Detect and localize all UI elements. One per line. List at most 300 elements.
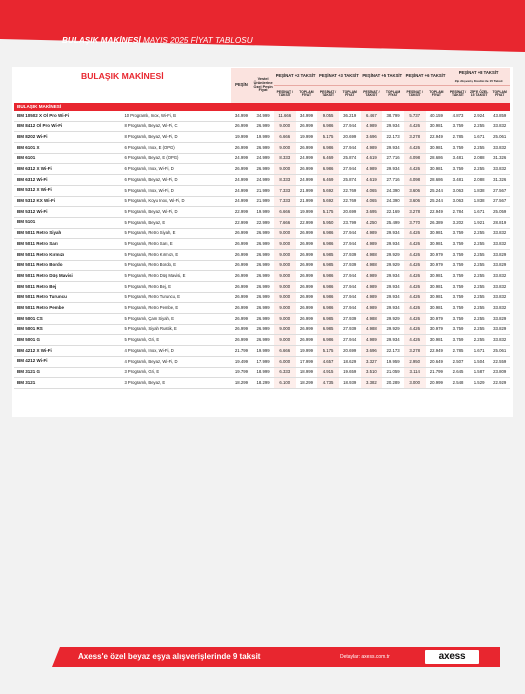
table-row (14, 292, 510, 303)
price-cell: 29.929 (382, 324, 404, 335)
price-cell: 24.390 (382, 185, 404, 196)
price-cell: 30.979 (426, 249, 448, 260)
price-cell: 26.999 (231, 324, 253, 335)
table-row (14, 314, 510, 325)
price-cell: 30.981 (426, 228, 448, 239)
price-cell: 3.000 (404, 378, 426, 389)
price-cell: 26.999 (252, 143, 274, 154)
price-cell: 26.999 (231, 314, 253, 325)
price-cell: 26.999 (252, 292, 274, 303)
price-cell: 26.999 (231, 335, 253, 346)
price-cell: 25.061 (489, 346, 510, 357)
price-cell: 22.999 (231, 217, 253, 228)
page-title: BULAŞIK MAKİNESİ MAYIS 2025 FİYAT TABLOSU (62, 36, 253, 45)
price-cell: 2.255 (469, 324, 490, 335)
price-cell: 2.924 (469, 111, 490, 121)
model-name: BM 5011 Retro Turuncu (14, 292, 123, 303)
price-cell: 38.799 (382, 111, 404, 121)
price-cell: 26.999 (296, 335, 318, 346)
price-cell: 19.999 (296, 346, 318, 357)
model-description: 6 Programlı, Inox, E (OPG) (123, 143, 230, 154)
price-cell: 3.481 (447, 175, 469, 186)
price-cell: 25.244 (426, 185, 448, 196)
price-cell: 30.981 (426, 271, 448, 282)
price-cell: 30.979 (426, 324, 448, 335)
price-cell: 2.255 (469, 292, 490, 303)
model-description: 6 Programlı, Inox, Wi-Fi, D (123, 164, 230, 175)
price-cell: 1.671 (469, 132, 490, 143)
price-cell: 2.645 (447, 367, 469, 378)
sub-total: TOPLAM FİYAT (339, 85, 361, 103)
price-cell: 18.299 (296, 378, 318, 389)
price-cell: 30.981 (426, 164, 448, 175)
price-cell: 26.999 (252, 324, 274, 335)
price-cell: 33.832 (489, 143, 510, 154)
model-name: BM 6101 X (14, 143, 123, 154)
model-description: 4 Programlı, Inox, Wi-Fi, D (123, 346, 230, 357)
price-cell: 2.785 (447, 132, 469, 143)
price-cell: 27.939 (339, 249, 361, 260)
price-cell: 26.999 (252, 271, 274, 282)
price-cell: 4.426 (404, 314, 426, 325)
price-cell: 26.999 (252, 228, 274, 239)
price-cell: 3.114 (404, 367, 426, 378)
price-cell: 22.999 (296, 217, 318, 228)
price-cell: 18.299 (231, 378, 253, 389)
price-cell: 25.874 (339, 175, 361, 186)
sub-installment: PEŞİNAT / TAKSİT (404, 85, 426, 103)
price-cell: 1.838 (469, 185, 490, 196)
price-cell: 20.289 (382, 378, 404, 389)
model-name: BM 4212 X Wi-Fi (14, 346, 123, 357)
table-row (14, 111, 510, 121)
model-name: BM 3121 (14, 378, 123, 389)
price-cell: 19.999 (231, 132, 253, 143)
price-cell: 26.999 (296, 121, 318, 132)
model-description: 10 Programlı, Inox, Wi-Fi, B (123, 111, 230, 121)
price-cell: 27.944 (339, 271, 361, 282)
price-cell: 4.619 (361, 175, 383, 186)
table-row (14, 260, 510, 271)
price-cell: 26.999 (296, 164, 318, 175)
price-cell: 24.999 (296, 175, 318, 186)
price-cell: 34.999 (252, 111, 274, 121)
details-link[interactable]: Detaylar: axess.com.tr (340, 654, 390, 660)
price-cell: 3.759 (447, 164, 469, 175)
price-cell: 26.999 (252, 282, 274, 293)
sub-total: TOPLAM FİYAT (382, 85, 404, 103)
model-name: BM 5001 RS (14, 324, 123, 335)
model-description: 5 Programlı, Koyu Inox, Wi-Fi, D (123, 196, 230, 207)
price-cell: 1.838 (469, 196, 490, 207)
price-cell: 27.939 (339, 324, 361, 335)
price-cell: 26.999 (231, 164, 253, 175)
price-cell: 21.999 (296, 185, 318, 196)
price-cell: 6.986 (317, 303, 339, 314)
price-cell: 4.098 (404, 153, 426, 164)
price-cell: 29.934 (382, 164, 404, 175)
price-cell: 6.986 (317, 271, 339, 282)
price-cell: 21.799 (231, 346, 253, 357)
sub-installment: PEŞİNAT / TAKSİT (274, 85, 296, 103)
model-description: 5 Programlı, Inox, Wi-Fi, D (123, 185, 230, 196)
model-description: 4 Programlı, Beyaz, Wi-Fi, D (123, 356, 230, 367)
price-cell: 5.175 (317, 207, 339, 218)
model-description: 5 Programlı, Retro Sarı, E (123, 239, 230, 250)
price-cell: 33.829 (489, 314, 510, 325)
table-row (14, 164, 510, 175)
price-cell: 6.985 (317, 324, 339, 335)
model-description: 5 Programlı, Retro Kırmızı, E (123, 249, 230, 260)
table-row (14, 185, 510, 196)
price-cell: 1.587 (469, 367, 490, 378)
price-cell: 19.799 (231, 367, 253, 378)
table-row (14, 153, 510, 164)
table-row (14, 271, 510, 282)
price-cell: 28.686 (426, 175, 448, 186)
price-cell: 5.175 (317, 346, 339, 357)
price-cell: 26.999 (231, 282, 253, 293)
price-cell: 1.671 (469, 207, 490, 218)
price-cell: 29.934 (382, 303, 404, 314)
price-cell: 26.999 (296, 271, 318, 282)
price-cell: 27.944 (339, 303, 361, 314)
price-cell: 4.426 (404, 282, 426, 293)
price-cell: 17.999 (296, 356, 318, 367)
price-cell: 23.799 (339, 217, 361, 228)
model-name: BM 5011 Retro Pembe (14, 303, 123, 314)
price-cell: 2.255 (469, 228, 490, 239)
table-row (14, 132, 510, 143)
price-cell: 6.986 (317, 143, 339, 154)
price-cell: 19.999 (252, 132, 274, 143)
promo-slogan: Axess'e özel beyaz eşya alışverişlerinde 9 taksit (78, 652, 261, 661)
price-cell: 19.499 (231, 356, 253, 367)
price-cell: 2.255 (469, 282, 490, 293)
price-cell: 26.389 (426, 217, 448, 228)
price-cell: 24.999 (231, 185, 253, 196)
price-cell: 5.950 (317, 217, 339, 228)
model-name: BM 5312 X Wi-Fi (14, 185, 123, 196)
table-row (14, 324, 510, 335)
price-cell: 6.467 (361, 111, 383, 121)
price-cell: 2.255 (469, 249, 490, 260)
price-cell: 4.989 (361, 292, 383, 303)
price-cell: 33.832 (489, 335, 510, 346)
price-cell: 26.999 (252, 303, 274, 314)
price-table (14, 68, 510, 389)
price-cell: 7.333 (274, 185, 296, 196)
price-cell: 6.666 (274, 207, 296, 218)
price-cell: 26.999 (231, 239, 253, 250)
price-cell: 22.999 (231, 207, 253, 218)
model-description: 6 Programlı, Beyaz, E (OPG) (123, 153, 230, 164)
table-row (14, 143, 510, 154)
price-cell: 25.874 (339, 153, 361, 164)
price-cell: 26.999 (231, 292, 253, 303)
price-cell: 9.000 (274, 271, 296, 282)
price-cell: 27.944 (339, 121, 361, 132)
price-cell: 9.000 (274, 260, 296, 271)
price-cell: 3.278 (404, 207, 426, 218)
price-cell: 9.000 (274, 249, 296, 260)
table-row (14, 121, 510, 132)
price-cell: 33.832 (489, 239, 510, 250)
price-cell: 6.986 (317, 121, 339, 132)
price-cell: 18.299 (252, 378, 274, 389)
table-row (14, 228, 510, 239)
price-cell: 8.333 (274, 175, 296, 186)
header-group-8: PEŞİNAT +8 TAKSİT (447, 68, 510, 79)
model-name: BM 5011 Retro Bej (14, 282, 123, 293)
sub-installment: PEŞİNAT / TAKSİT (317, 85, 339, 103)
price-cell: 30.979 (426, 260, 448, 271)
price-cell: 3.278 (404, 346, 426, 357)
price-cell: 24.999 (252, 175, 274, 186)
price-cell: 21.999 (252, 196, 274, 207)
price-cell: 19.999 (252, 346, 274, 357)
price-cell: 4.988 (361, 324, 383, 335)
price-cell: 25.059 (489, 207, 510, 218)
price-cell: 5.692 (317, 185, 339, 196)
price-cell: 43.859 (489, 111, 510, 121)
sub-installment: PEŞİNAT / TAKSİT (361, 85, 383, 103)
price-cell: 26.999 (296, 143, 318, 154)
price-cell: 25.061 (489, 132, 510, 143)
price-cell: 3.759 (447, 314, 469, 325)
price-cell: 9.000 (274, 164, 296, 175)
price-cell: 4.426 (404, 335, 426, 346)
price-cell: 25.244 (426, 196, 448, 207)
price-cell: 6.986 (317, 282, 339, 293)
price-cell: 3.759 (447, 271, 469, 282)
model-description: 5 Programlı, Retro Bordo, E (123, 260, 230, 271)
price-cell: 2.255 (469, 314, 490, 325)
price-cell: 6.986 (317, 164, 339, 175)
table-row (14, 175, 510, 186)
model-description: 6 Programlı, Beyaz, Wi-Fi, D (123, 175, 230, 186)
price-cell: 30.981 (426, 239, 448, 250)
price-cell: 30.981 (426, 303, 448, 314)
price-cell: 5.692 (317, 196, 339, 207)
price-cell: 26.999 (252, 335, 274, 346)
header-group-5: PEŞİNAT +5 TAKSİT (361, 68, 404, 85)
price-cell: 26.999 (231, 121, 253, 132)
price-cell: 2.784 (447, 207, 469, 218)
price-cell: 22.999 (252, 217, 274, 228)
price-cell: 6.666 (274, 132, 296, 143)
price-cell: 24.999 (296, 153, 318, 164)
price-cell: 27.567 (489, 185, 510, 196)
sub-total: TOPLAM FİYAT (426, 85, 448, 103)
price-cell: 27.944 (339, 239, 361, 250)
price-cell: 9.000 (274, 314, 296, 325)
price-cell: 6.986 (317, 228, 339, 239)
price-cell: 19.999 (252, 207, 274, 218)
price-cell: 26.999 (296, 249, 318, 260)
price-cell: 25.499 (382, 217, 404, 228)
table-row (14, 196, 510, 207)
sub-zip-15: ZİP'E ÖZEL 15 TAKSİT (469, 85, 490, 103)
price-cell: 9.000 (274, 335, 296, 346)
price-cell: 17.999 (252, 356, 274, 367)
model-name: BM 6312 Wi-Fi (14, 175, 123, 186)
price-cell: 20.699 (339, 346, 361, 357)
price-cell: 28.686 (426, 153, 448, 164)
model-description: 3 Programlı, Gri, E (123, 367, 230, 378)
model-name: BM 6312 X Wi-Fi (14, 164, 123, 175)
price-cell: 4.657 (317, 356, 339, 367)
price-cell: 4.426 (404, 249, 426, 260)
model-name: BM 5101 (14, 217, 123, 228)
price-cell: 33.829 (489, 324, 510, 335)
price-cell: 20.699 (339, 132, 361, 143)
price-cell: 6.985 (317, 314, 339, 325)
table-row (14, 217, 510, 228)
model-name: BM 5011 Retro Bordo (14, 260, 123, 271)
sub-total: TOPLAM FİYAT (489, 85, 510, 103)
price-cell: 4.989 (361, 335, 383, 346)
price-cell: 4.989 (361, 271, 383, 282)
price-cell: 22.169 (382, 207, 404, 218)
price-cell: 1.504 (469, 356, 490, 367)
price-cell: 3.606 (404, 185, 426, 196)
price-cell: 9.000 (274, 292, 296, 303)
price-cell: 20.699 (339, 207, 361, 218)
table-row (14, 303, 510, 314)
sub-total: TOPLAM FİYAT (296, 85, 318, 103)
section-heading: BULAŞIK MAKİNESİ (14, 103, 510, 111)
price-cell: 9.000 (274, 121, 296, 132)
table-row (14, 282, 510, 293)
price-cell: 22.949 (426, 207, 448, 218)
price-cell: 26.999 (296, 282, 318, 293)
price-cell: 3.759 (447, 292, 469, 303)
model-description: 5 Programlı, Siyah Rustik, E (123, 324, 230, 335)
price-cell: 3.759 (447, 260, 469, 271)
price-cell: 3.696 (361, 346, 383, 357)
price-cell: 3.759 (447, 121, 469, 132)
price-cell: 4.989 (361, 303, 383, 314)
price-cell: 2.255 (469, 143, 490, 154)
model-name: BM 5011 Retro Sarı (14, 239, 123, 250)
price-cell: 19.999 (296, 207, 318, 218)
price-cell: 19.959 (382, 356, 404, 367)
price-cell: 2.088 (469, 153, 490, 164)
price-cell: 4.426 (404, 324, 426, 335)
price-cell: 26.999 (252, 249, 274, 260)
price-cell: 24.999 (231, 153, 253, 164)
price-cell: 4.735 (317, 378, 339, 389)
price-cell: 26.999 (296, 260, 318, 271)
price-cell: 27.944 (339, 228, 361, 239)
price-cell: 34.999 (231, 111, 253, 121)
price-cell: 2.255 (469, 303, 490, 314)
model-name: BM 6101 (14, 153, 123, 164)
price-cell: 21.799 (426, 367, 448, 378)
price-cell: 27.939 (339, 314, 361, 325)
price-cell: 30.979 (426, 314, 448, 325)
price-cell: 2.088 (469, 175, 490, 186)
table-row (14, 367, 510, 378)
price-cell: 4.065 (361, 185, 383, 196)
price-cell: 20.999 (426, 378, 448, 389)
price-cell: 27.944 (339, 292, 361, 303)
price-cell: 28.819 (489, 217, 510, 228)
price-cell: 26.999 (231, 249, 253, 260)
price-cell: 3.481 (447, 153, 469, 164)
price-cell: 4.988 (361, 314, 383, 325)
price-cell: 3.759 (447, 303, 469, 314)
price-cell: 26.999 (296, 239, 318, 250)
price-cell: 3.759 (447, 335, 469, 346)
price-cell: 29.934 (382, 271, 404, 282)
price-cell: 22.949 (426, 346, 448, 357)
price-cell: 26.999 (231, 260, 253, 271)
price-cell: 22.769 (339, 196, 361, 207)
price-cell: 9.000 (274, 143, 296, 154)
price-cell: 2.507 (447, 356, 469, 367)
header-zip-note: Zip Alışveriş Kredisi ile 15 Taksit (447, 79, 510, 85)
price-cell: 4.065 (361, 196, 383, 207)
price-cell: 21.059 (382, 367, 404, 378)
price-cell: 27.944 (339, 164, 361, 175)
price-cell: 4.989 (361, 143, 383, 154)
price-cell: 26.999 (296, 324, 318, 335)
price-cell: 4.098 (404, 175, 426, 186)
model-description: 5 Programlı, Retro Pembe, E (123, 303, 230, 314)
price-cell: 33.832 (489, 282, 510, 293)
price-cell: 1.921 (469, 217, 490, 228)
price-cell: 4.989 (361, 121, 383, 132)
price-cell: 26.999 (296, 314, 318, 325)
price-cell: 22.949 (426, 132, 448, 143)
price-cell: 33.832 (489, 121, 510, 132)
price-cell: 29.934 (382, 143, 404, 154)
price-cell: 26.999 (231, 303, 253, 314)
model-description: 5 Programlı, Çam Siyah, E (123, 314, 230, 325)
model-name: BM 3121 G (14, 367, 123, 378)
table-row (14, 207, 510, 218)
price-cell: 21.999 (296, 196, 318, 207)
price-cell: 6.666 (274, 346, 296, 357)
price-cell: 29.934 (382, 239, 404, 250)
table-row (14, 346, 510, 357)
table-row (14, 378, 510, 389)
price-cell: 22.929 (489, 378, 510, 389)
price-cell: 18.939 (339, 378, 361, 389)
table-row (14, 356, 510, 367)
price-cell: 6.100 (274, 378, 296, 389)
model-description: 5 Programlı, Beyaz, Wi-Fi, D (123, 207, 230, 218)
price-cell: 22.173 (382, 132, 404, 143)
price-cell: 20.649 (426, 356, 448, 367)
price-cell: 4.989 (361, 164, 383, 175)
model-description: 5 Programlı, Gri, E (123, 335, 230, 346)
model-description: 5 Programlı, Retro Turuncu, E (123, 292, 230, 303)
category-heading: BULAŞIK MAKİNESİ (81, 71, 164, 82)
model-name: BM 5312 KX Wi-Fi (14, 196, 123, 207)
price-cell: 4.250 (361, 217, 383, 228)
table-row (14, 239, 510, 250)
model-name: BM 10502 X Ol Pro Wi-Fi (14, 111, 123, 121)
price-cell: 26.999 (296, 292, 318, 303)
price-cell: 3.063 (447, 196, 469, 207)
price-cell: 33.829 (489, 260, 510, 271)
price-cell: 9.000 (274, 228, 296, 239)
price-cell: 7.333 (274, 196, 296, 207)
price-cell: 30.981 (426, 335, 448, 346)
